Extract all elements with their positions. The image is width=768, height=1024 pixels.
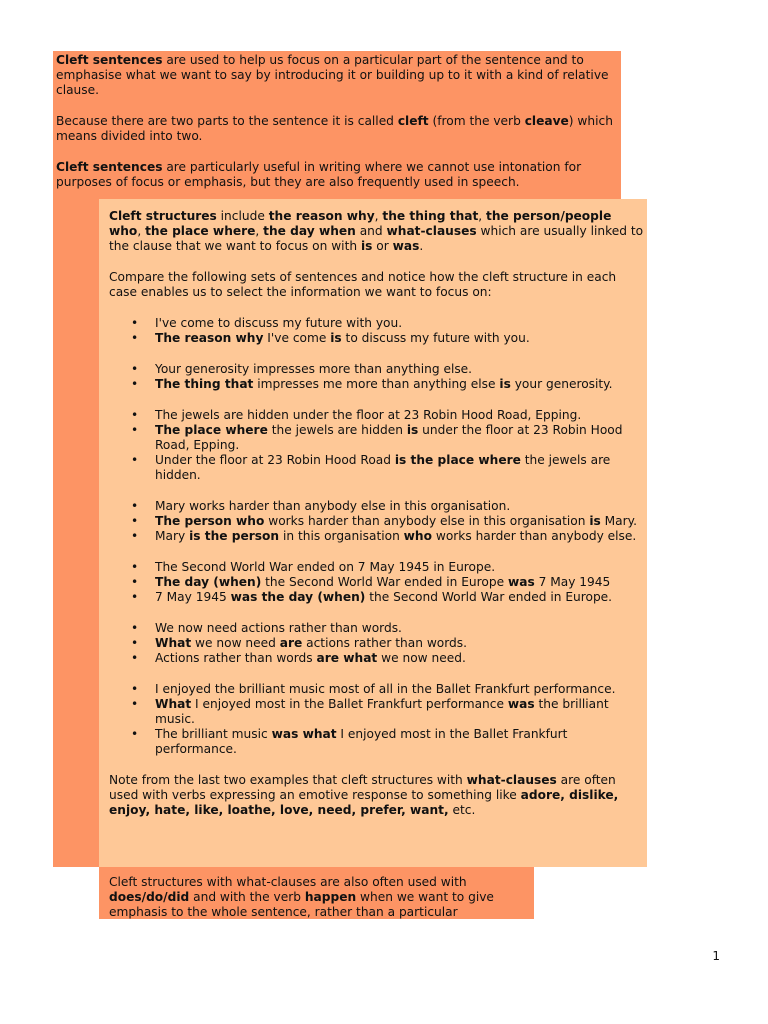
text-run: we now need. xyxy=(377,651,466,665)
continuation-paragraph xyxy=(109,875,524,920)
bold-text: adore, dislike, enjoy, hate, like, loathe, love, need, prefer, want, xyxy=(109,788,619,817)
text-run: . xyxy=(419,239,424,253)
bold-text: is xyxy=(330,331,342,345)
example-sentence xyxy=(109,621,647,636)
text-run: the Second World War ended in Europe. xyxy=(365,590,613,604)
bold-text: The person who xyxy=(155,514,265,528)
text-run: the brilliant music. xyxy=(155,697,609,726)
text-run: to discuss my future with you. xyxy=(341,331,530,345)
example-sentence xyxy=(109,362,647,377)
text-run: I enjoyed most in the Ballet Frankfurt performance xyxy=(191,697,508,711)
text-run: Note from the last two examples that cleft structures with xyxy=(109,773,467,787)
bold-text: cleave xyxy=(524,114,569,128)
example-sentence xyxy=(109,590,647,605)
bold-text: The day (when) xyxy=(155,575,262,589)
bold-text: is xyxy=(499,377,511,391)
bold-text: The place where xyxy=(155,423,268,437)
intro-paragraph xyxy=(56,53,618,98)
text-run: , xyxy=(137,224,146,238)
text-run: I enjoyed the brilliant music most of all in the Ballet Frankfurt performance. xyxy=(155,682,616,696)
example-sentence xyxy=(109,682,647,697)
examples-section xyxy=(99,199,647,867)
note-paragraph xyxy=(109,773,647,818)
example-sentence xyxy=(109,651,647,666)
text-run: works harder than anybody else. xyxy=(431,529,637,543)
text-run: actions rather than words. xyxy=(302,636,467,650)
example-sentence xyxy=(109,453,647,483)
text-run: The Second World War ended on 7 May 1945 in Europe. xyxy=(155,560,496,574)
bold-text: was xyxy=(507,697,535,711)
text-run: (from the verb xyxy=(428,114,525,128)
example-sentence xyxy=(109,514,647,529)
example-group xyxy=(109,362,647,392)
text-run: 7 May 1945 xyxy=(534,575,611,589)
bold-text: is the person xyxy=(189,529,280,543)
text-run: your generosity. xyxy=(510,377,613,391)
bold-text: are xyxy=(279,636,303,650)
compare-paragraph xyxy=(109,270,647,300)
text-run: Cleft structures with what-clauses are also often used with xyxy=(109,875,467,889)
example-groups xyxy=(109,316,647,757)
bold-text: What xyxy=(155,636,192,650)
decorative-strip xyxy=(53,199,99,867)
text-run: and with the verb xyxy=(189,890,305,904)
bold-text: Cleft sentences xyxy=(56,160,163,174)
bold-text: is xyxy=(360,239,373,253)
text-run: We now need actions rather than words. xyxy=(155,621,402,635)
text-run: are particularly useful in writing where we cannot use intonation for purposes of focus or emphasis, but they are also frequently used in speech. xyxy=(56,160,582,189)
text-run: which are usually linked to the clause that we want to focus on with xyxy=(109,224,644,253)
text-run: in this organisation xyxy=(279,529,404,543)
text-run: or xyxy=(372,239,393,253)
text-run: etc. xyxy=(448,803,476,817)
bold-text: is xyxy=(406,423,419,437)
example-sentence xyxy=(109,423,647,453)
bold-text: is xyxy=(589,514,601,528)
text-run: Mary works harder than anybody else in this organisation. xyxy=(155,499,511,513)
example-sentence xyxy=(109,316,647,331)
text-run: , xyxy=(255,224,264,238)
bold-text: Cleft structures xyxy=(109,209,217,223)
text-run: I've come to discuss my future with you. xyxy=(155,316,403,330)
text-run: when we want to give emphasis to the whole sentence, rather than a particular xyxy=(109,890,494,919)
text-run: and xyxy=(355,224,387,238)
bold-text: was xyxy=(507,575,535,589)
example-sentence xyxy=(109,408,647,423)
text-run: the Second World War ended in Europe xyxy=(261,575,508,589)
bold-text: are what xyxy=(316,651,378,665)
bold-text: the reason why xyxy=(268,209,375,223)
example-sentence xyxy=(109,377,647,392)
text-run: Compare the following sets of sentences and notice how the cleft structure in each case enables us to select the information we want to focus on: xyxy=(109,270,617,299)
text-run: , xyxy=(374,209,383,223)
text-run: 7 May 1945 xyxy=(155,590,231,604)
example-sentence xyxy=(109,575,647,590)
example-group xyxy=(109,682,647,757)
bold-text: is the place where xyxy=(394,453,521,467)
text-run: impresses me more than anything else xyxy=(253,377,500,391)
bold-text: The reason why xyxy=(155,331,264,345)
structures-paragraph xyxy=(109,209,647,254)
text-run: The brilliant music xyxy=(155,727,272,741)
text-run: The jewels are hidden under the floor at 23 Robin Hood Road, Epping. xyxy=(155,408,582,422)
continuation-section xyxy=(99,867,534,919)
text-run: under the floor at 23 Robin Hood Road, Epping. xyxy=(155,423,623,452)
text-run: the jewels are hidden xyxy=(267,423,407,437)
text-run: are often used with verbs expressing an emotive response to something like xyxy=(109,773,616,802)
example-sentence xyxy=(109,560,647,575)
bold-text: cleft xyxy=(397,114,429,128)
bold-text: the person/people who xyxy=(109,209,612,238)
bold-text: happen xyxy=(304,890,357,904)
text-run: Mary xyxy=(155,529,190,543)
text-run: Because there are two parts to the sentence it is called xyxy=(56,114,398,128)
example-group xyxy=(109,408,647,483)
text-run: Under the floor at 23 Robin Hood Road xyxy=(155,453,395,467)
bold-text: The thing that xyxy=(155,377,254,391)
bold-text: does/do/did xyxy=(109,890,190,904)
example-group xyxy=(109,499,647,544)
example-sentence xyxy=(109,331,647,346)
text-run: I enjoyed most in the Ballet Frankfurt performance. xyxy=(155,727,568,756)
intro-paragraph xyxy=(56,114,618,144)
text-run: , xyxy=(478,209,487,223)
text-run: I've come xyxy=(263,331,331,345)
page-number: 1 xyxy=(712,949,720,963)
text-run: Mary. xyxy=(600,514,638,528)
example-group xyxy=(109,316,647,346)
example-group xyxy=(109,621,647,666)
example-sentence xyxy=(109,697,647,727)
bold-text: the thing that xyxy=(382,209,479,223)
text-run: the jewels are hidden. xyxy=(155,453,611,482)
example-sentence xyxy=(109,529,647,544)
example-sentence xyxy=(109,636,647,651)
bold-text: was what xyxy=(271,727,337,741)
bold-text: the place where xyxy=(145,224,256,238)
text-run: Your generosity impresses more than anything else. xyxy=(155,362,473,376)
bold-text: what-clauses xyxy=(386,224,477,238)
bold-text: was xyxy=(392,239,420,253)
bold-text: was the day (when) xyxy=(230,590,366,604)
text-run: ) which means divided into two. xyxy=(56,114,613,143)
example-sentence xyxy=(109,727,647,757)
bold-text: what-clauses xyxy=(466,773,557,787)
text-run: works harder than anybody else in this organisation xyxy=(264,514,590,528)
example-group xyxy=(109,560,647,605)
bold-text: Cleft sentences xyxy=(56,53,163,67)
intro-paragraph xyxy=(56,160,618,190)
bold-text: What xyxy=(155,697,192,711)
text-run: are used to help us focus on a particular part of the sentence and to emphasise what we want to say by introducing it or building up to it with a kind of relative clause. xyxy=(56,53,609,97)
text-run: include xyxy=(216,209,269,223)
intro-section xyxy=(53,51,621,201)
bold-text: the day when xyxy=(263,224,356,238)
example-sentence xyxy=(109,499,647,514)
bold-text: who xyxy=(403,529,432,543)
text-run: we now need xyxy=(191,636,280,650)
text-run: Actions rather than words xyxy=(155,651,317,665)
